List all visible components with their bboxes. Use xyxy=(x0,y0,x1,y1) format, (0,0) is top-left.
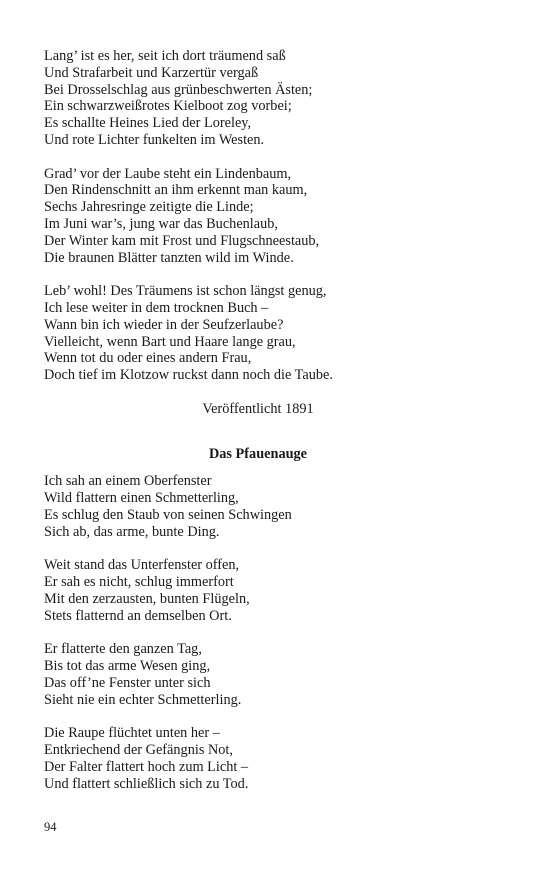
stanza xyxy=(44,166,514,267)
verse-line: Sieht nie ein echter Schmetterling. xyxy=(44,691,242,708)
verse-line: Die braunen Blätter tanzten wild im Winde. xyxy=(44,249,294,266)
verse-line: Und flattert schließlich sich zu Tod. xyxy=(44,775,249,792)
verse-line: Bei Drosselschlag aus grünbeschwerten Ästen; xyxy=(44,81,313,98)
stanza xyxy=(44,48,514,149)
verse-line: Ein schwarzweißrotes Kielboot zog vorbei; xyxy=(44,98,292,115)
verse-line: Grad’ vor der Laube steht ein Lindenbaum, xyxy=(44,165,292,182)
verse-line: Er flatterte den ganzen Tag, xyxy=(44,641,202,658)
verse-line: Entkriechend der Gefängnis Not, xyxy=(44,742,233,759)
verse-line: Und rote Lichter funkelten im Westen. xyxy=(44,131,265,148)
verse-line: Der Falter flattert hoch zum Licht – xyxy=(44,758,249,775)
verse-line: Leb’ wohl! Des Träumens ist schon längst genug, xyxy=(44,283,327,300)
verse-line: Die Raupe flüchtet unten her – xyxy=(44,725,220,742)
verse-line: Doch tief im Klotzow ruckst dann noch die Taube. xyxy=(44,367,333,384)
verse-line: Er sah es nicht, schlug immerfort xyxy=(44,574,234,591)
verse-line: Und Strafarbeit und Karzertür vergaß xyxy=(44,64,259,81)
verse-line: Es schallte Heines Lied der Loreley, xyxy=(44,115,252,132)
stanza xyxy=(44,557,514,624)
publication-note: Veröffentlicht 1891 xyxy=(202,400,314,417)
poem-title: Das Pfauenauge xyxy=(208,445,308,462)
verse-line: Es schlug den Staub von seinen Schwingen xyxy=(44,506,292,523)
verse-line: Ich lese weiter in dem trocknen Buch – xyxy=(44,299,269,316)
stanza xyxy=(44,283,514,384)
verse-line: Wenn tot du oder eines andern Frau, xyxy=(44,350,252,367)
verse-line: Ich sah an einem Oberfenster xyxy=(44,473,212,490)
verse-line: Lang’ ist es her, seit ich dort träumend saß xyxy=(44,48,286,64)
stanza xyxy=(44,725,514,792)
verse-line: Sich ab, das arme, bunte Ding. xyxy=(44,523,220,540)
verse-line: Der Winter kam mit Frost und Flugschneestaub, xyxy=(44,232,320,249)
poem-das-pfauenauge xyxy=(44,446,514,793)
verse-line: Vielleicht, wenn Bart und Haare lange grau, xyxy=(44,333,296,350)
verse-line: Bis tot das arme Wesen ging, xyxy=(44,658,211,675)
page-body xyxy=(44,48,514,809)
verse-line: Wann bin ich wieder in der Seufzerlaube? xyxy=(44,316,284,333)
verse-line: Im Juni war’s, jung war das Buchenlaub, xyxy=(44,215,278,232)
verse-line: Stets flatternd an demselben Ort. xyxy=(44,607,232,624)
verse-line: Das off’ne Fenster unter sich xyxy=(44,674,211,691)
verse-line: Weit stand das Unterfenster offen, xyxy=(44,557,240,574)
verse-line: Den Rindenschnitt an ihm erkennt man kaum, xyxy=(44,182,308,199)
verse-line: Mit den zerzausten, bunten Flügeln, xyxy=(44,590,250,607)
poem-continuation xyxy=(44,48,514,418)
stanza xyxy=(44,641,514,708)
verse-line: Wild flattern einen Schmetterling, xyxy=(44,490,239,507)
page-number: 94 xyxy=(44,820,57,834)
verse-line: Sechs Jahresringe zeitigte die Linde; xyxy=(44,199,254,216)
stanza xyxy=(44,473,514,540)
